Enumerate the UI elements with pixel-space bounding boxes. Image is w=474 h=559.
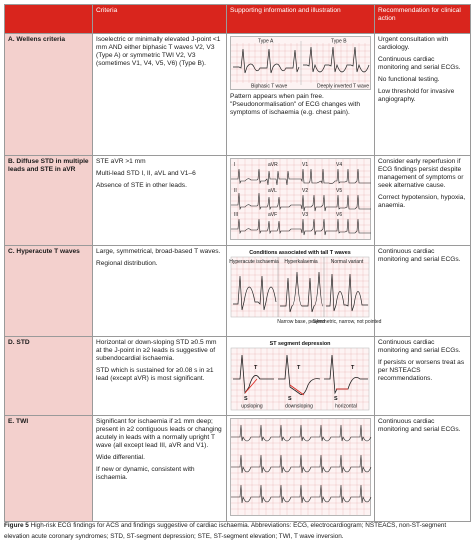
criteria-text: STD which is sustained for ≥0.08 s in ≥1 lead (except aVR) is most significant.: [96, 367, 214, 382]
criteria-text: Large, symmetrical, broad-based T waves.: [96, 248, 221, 255]
criteria-diffuse-std: [93, 156, 227, 246]
lead-label: V4: [336, 162, 343, 168]
tall-t-label-normal: Normal variant: [330, 259, 364, 265]
table-row-diffuse-std: [5, 156, 471, 246]
figure-caption: [4, 520, 470, 542]
table-row-hyperacute-t: [5, 246, 471, 337]
diffuse-std-ecg-illustration: [230, 158, 371, 240]
criteria-text: Multi-lead STD I, II, aVL and V1–6: [96, 170, 196, 177]
row-label-diffuse-std: B. Diffuse STD in multiple leads and STE in aVR: [5, 156, 93, 246]
criteria-std: [93, 337, 227, 416]
wellens-ecg-svg: [231, 37, 371, 89]
lead-label: III: [234, 212, 239, 218]
st-depression-title: ST segment depression: [269, 341, 331, 347]
lead-label: aVF: [268, 212, 278, 218]
action-item: Low threshold for invasive angiography.: [378, 88, 455, 103]
actions-twi: [375, 416, 471, 522]
table-row-std: [5, 337, 471, 416]
action-item: Continuous cardiac monitoring and serial ECGs.: [378, 56, 461, 71]
horizontal-caption: horizontal: [335, 403, 357, 410]
info-diffuse-std: [227, 156, 375, 246]
info-twi: [227, 416, 375, 522]
wellens-type-a-label: Type A: [258, 38, 274, 45]
tall-t-caption-normal: Symmetric, narrow, not pointed: [312, 319, 382, 325]
header-supporting-info: Supporting information and illustration: [227, 5, 375, 34]
criteria-text: Significant for ischaemia if ≥1 mm deep; present in ≥2 contiguous leads or changing acutely in leads with a normally upright T wave (all except lead III, aVR and V1).: [96, 418, 222, 449]
lead-label: V2: [302, 188, 309, 194]
st-depression-svg: [230, 339, 370, 411]
twi-ecg-svg: [231, 419, 371, 515]
t-wave-label: T: [254, 365, 258, 371]
row-label-twi: E. TWI: [5, 416, 93, 522]
lead-label: aVR: [268, 162, 278, 168]
wellens-ecg-illustration: [230, 36, 371, 90]
twelve-lead-ecg-svg: [231, 159, 371, 239]
ecg-findings-table: [4, 4, 471, 522]
row-label-wellens: A. Wellens criteria: [5, 34, 93, 156]
lead-label: V3: [302, 212, 309, 218]
tall-t-ecg-svg: [229, 248, 382, 330]
s-wave-label: S: [244, 396, 248, 402]
actions-hyperacute-t: [375, 246, 471, 337]
tall-t-label-hyperkalaemia: Hyperkalaemia: [284, 259, 318, 265]
action-item: Correct hypotension, hypoxia, anaemia.: [378, 194, 466, 209]
header-col1: [5, 5, 93, 34]
downsloping-caption: downsloping: [285, 403, 313, 410]
wellens-caption-a: Biphasic T wave: [251, 83, 288, 90]
criteria-text: Wide differential.: [96, 454, 145, 461]
info-std: [227, 337, 375, 416]
action-item: Continuous cardiac monitoring and serial ECGs.: [378, 418, 461, 433]
actions-std: [375, 337, 471, 416]
lead-label: II: [234, 188, 237, 194]
tall-t-ecg-illustration: [229, 248, 382, 330]
lead-label: V6: [336, 212, 343, 218]
figure-caption-label: Figure 5: [4, 522, 29, 529]
twi-ecg-illustration: [230, 418, 371, 516]
s-wave-label: S: [288, 396, 292, 402]
info-hyperacute-t: [227, 246, 382, 337]
st-depression-illustration: [230, 339, 371, 411]
row-label-std: D. STD: [5, 337, 93, 416]
row-label-hyperacute-t: C. Hyperacute T waves: [5, 246, 93, 337]
table-row-twi: [5, 416, 471, 522]
header-row: [5, 5, 471, 34]
actions-diffuse-std: [375, 156, 471, 246]
criteria-text: STE aVR >1 mm: [96, 158, 146, 165]
lead-label: V5: [336, 188, 343, 194]
action-item: Continuous cardiac monitoring and serial ECGs.: [378, 339, 461, 354]
table-row-wellens: [5, 34, 471, 156]
tall-t-label-ischaemia: Hyperacute ischaemia: [229, 259, 279, 265]
criteria-text: Regional distribution.: [96, 260, 158, 267]
tall-t-caption-hyperkalaemia: Narrow base, peaked: [277, 319, 325, 325]
wellens-notes: Pattern appears when pain free. "Pseudonormalisation" of ECG changes with symptoms of ischaemia (e.g. chest pain).: [230, 93, 361, 116]
action-item: No functional testing.: [378, 76, 440, 83]
upsloping-caption: upsloping: [241, 403, 263, 410]
criteria-twi: [93, 416, 227, 522]
criteria-hyperacute-t: [93, 246, 227, 337]
lead-label: I: [234, 162, 236, 168]
action-item: Consider early reperfusion if ECG findings persist despite management of symptoms or seek alternative cause.: [378, 158, 464, 189]
action-item: Urgent consultation with cardiology.: [378, 36, 449, 51]
action-item: If persists or worsens treat as per NSTEACS recommendations.: [378, 359, 465, 382]
s-wave-label: S: [334, 396, 338, 402]
criteria-text: Isoelectric or minimally elevated J-point <1 mm AND either biphasic T waves V2, V3 (Type A) or symmetric TWI V2, V3 (sometimes V1, V4, V5, V6) (Type B).: [96, 36, 221, 67]
criteria-text: If new or dynamic, consistent with ischaemia.: [96, 466, 195, 481]
wellens-type-b-label: Type B: [331, 38, 347, 45]
t-wave-label: T: [351, 365, 355, 371]
actions-wellens: [375, 34, 471, 156]
header-criteria: Criteria: [93, 5, 227, 34]
tall-t-title: Conditions associated with tall T waves: [249, 250, 351, 256]
criteria-text: Absence of STE in other leads.: [96, 182, 187, 189]
info-wellens: [227, 34, 375, 156]
figure-caption-text: High-risk ECG findings for ACS and findings suggestive of cardiac ischaemia. Abbreviations: ECG, electrocardiogram; NSTEACS, non-ST-segment elevation acute coronary syndromes; STD, ST-segment depression; STE, ST-segment elevation; TWI, T wave inversion.: [4, 522, 447, 540]
header-recommendation: Recommendation for clinical action: [375, 5, 471, 34]
t-wave-label: T: [297, 365, 301, 371]
criteria-wellens: [93, 34, 227, 156]
wellens-caption-b: Deeply inverted T wave: [317, 83, 370, 90]
lead-label: V1: [302, 162, 309, 168]
lead-label: aVL: [268, 188, 277, 194]
action-item: Continuous cardiac monitoring and serial ECGs.: [378, 248, 461, 263]
criteria-text: Horizontal or down-sloping STD ≥0.5 mm at the J-point in ≥2 leads is suggestive of subendocardial ischaemia.: [96, 339, 217, 362]
